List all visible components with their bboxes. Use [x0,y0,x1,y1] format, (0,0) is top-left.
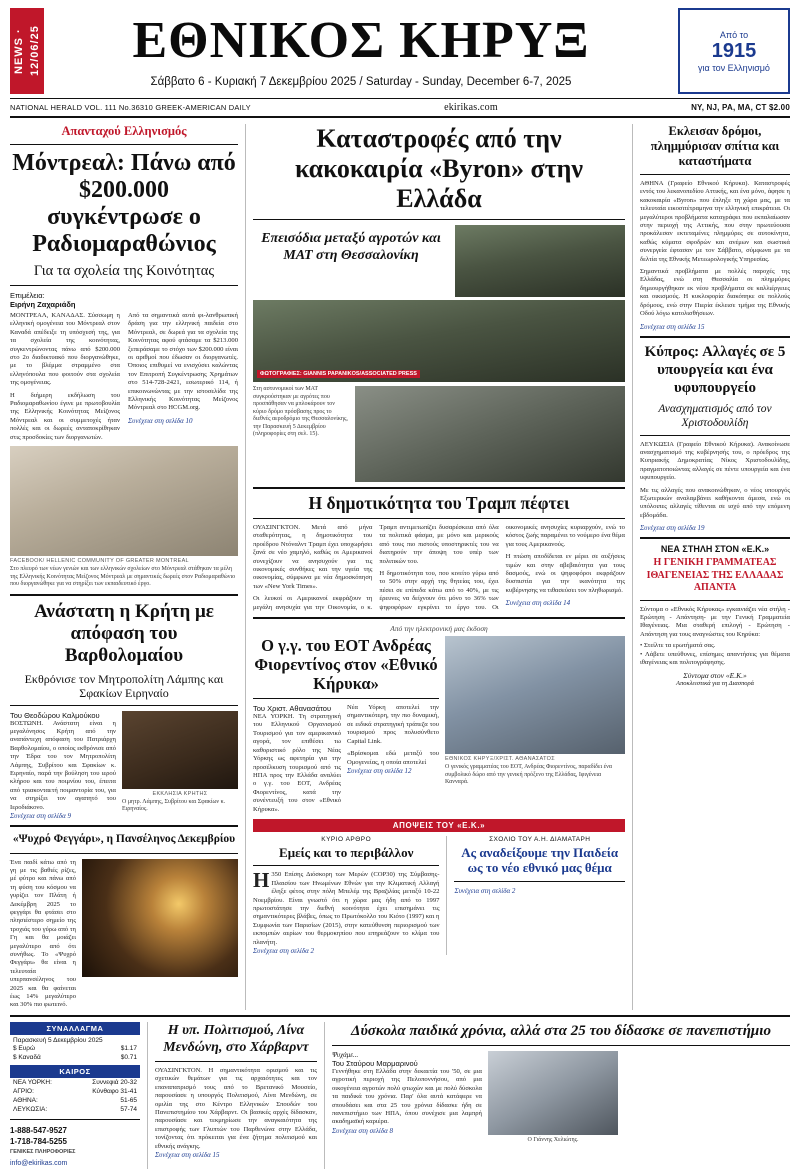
masthead-date-line: Σάββατο 6 - Κυριακή 7 Δεκεμβρίου 2025 / Saturday - Sunday, December 6-7, 2025 [150,76,572,88]
fx-label: $ Καναδά [13,1053,41,1061]
eot-p2: Νέα Υόρκη αποτελεί την σημαντικότερη, την πιο δυναμική, σε ειδικά στρατηγική τράπεζα του τουρισμού προς πολυσύνθετο Capital Link. [347,704,439,745]
photo-credit-badge: ΦΩΤΟΓΡΑΦΙΕΣ: GIANNIS PAPANIKOS/ASSOCIATED PRESS [257,370,420,378]
editorial-title[interactable]: Εμείς και το περιβάλλον [279,844,414,860]
weather-damage-headline[interactable]: Εκλεισαν δρόμοι, πλημμύρισαν σπίτια και καταστήματα [650,124,780,168]
eot-photo [445,636,625,754]
trump-body [253,524,625,612]
fx-value: $0.71 [120,1053,137,1061]
editorial-continue[interactable]: Συνέχεια στη σελίδα 2 [253,947,314,956]
left-body-p2: Η διήμερη εκδήλωση του Ραδιομαραθωνίου έγινε με πρωτοβουλία της Ελληνικής Κοινότητας Μείζονος Μόντρεαλ και οι συμμετοχές ήταν πολλές και οι δωρεές ανταποκρίθηκαν στις προσδοκίες των διοργανωτών. [10,391,120,441]
trump-p1: ΟΥΑΣΙΝΓΚΤΟΝ. Μετά από μήνα σταθερότητας, η δημοτικότητα του προέδρου Ντόναλντ Τραμπ έχει υποχωρήσει ξανά σε νέο χαμηλό, καθώς οι Αμερικανοί συνεχίζουν να ανησυχούν για τις οικονομικές συνθήκες και την υγεία της οικονομίας, σύμφωνα με νέα δημοσκόπηση των «New York Times». [253,524,373,590]
bishop-photo [122,711,238,789]
eot-byline: Του Χριστ. Αθανασάτου [253,704,332,714]
culture-continue[interactable]: Συνέχεια στη σελίδα 15 [155,1150,220,1159]
phone-2[interactable]: 1-718-784-5255 [10,1136,67,1146]
left-body [10,312,238,442]
trump-p4: Η πτώση αποδίδεται εν μέρει σε αυξήσεις τιμών και στην αβεβαιότητα για τους δασμούς, ενώ οι ψηφοφόροι εκφράζουν δυσπιστία για την ικανότητα της κυβέρνησης να τιθασεύσει τον πληθωρισμό. [505,553,625,594]
date-badge: NEWS · 12/06/25 [10,8,44,94]
editorial-body: Η350 Επίσης Διόσκορη των Μερών (COP30) της Σύμβασης-Πλαισίου των Ηνωμένων Εθνών για την Κλιματική Αλλαγή έληξε φέτος στην πόλη Μπελέμ της Βραζιλίας μεταξύ 10-22 Νοεμβρίου. Είναι γνωστό ότι η χώρα μας ήδη από το 1997 πρωτοστάτησε την διεθνή κοινότητα έχει επισημάνει τις σημαντικότερες βλάβες, όπως το Πρωτόκολλο του Κιότο (1997) και η Συμφωνία των Παρισίων (2015), στην κατεύθυνση περιορισμού των εκπομπών αερίων του θερμοκηπίου που επηρεάζουν το κλίμα του πλανήτη. [253,868,440,946]
new-column-title[interactable]: Η ΓΕΝΙΚΗ ΓΡΑΜΜΑΤΕΑΣ ΙΘΑΓΕΝΕΙΑΣ ΤΗΣ ΕΛΛΑΔΑΣ ΑΠΑΝΤΑ [646,557,784,594]
trump-continue[interactable]: Συνέχεια στη σελίδα 14 [505,599,571,608]
since-bottom: για τον Ελληνισμό [698,62,770,73]
weather-value: Κύνθαφο 31-41 [92,1087,137,1095]
cyprus-continue[interactable]: Συνέχεια στη σελίδα 19 [640,524,705,533]
weather-value: 51-65 [120,1096,137,1104]
weather-label: ΛΕΥΚΩΣΙΑ: [13,1105,48,1113]
since-badge [678,8,790,94]
commentary-continue[interactable]: Συνέχεια στη σελίδα 2 [454,886,516,895]
middle-column [245,124,625,1010]
eot-continue[interactable]: Συνέχεια στη σελίδα 12 [347,766,412,775]
bottom-story-profile [324,1022,790,1169]
right-p1: ΑΘΗΝΑ (Γραφείο Εθνικού Κήρυκα). Καταστροφές εντός του λεκανοπεδίου Αττικής, και ένα μόνο, άφησε η κακοκαιρία «Byron» που έπληξε τη χώρα μας, με τα τελευταία εικοσιτέτραμηνα την ελληνική επικράτεια. Οι μεγαλύτεροι προβλήματα καταγράφει που εκπαλαίωσαν στην περιοχή της Αττικής, που στην πρωτεύουσα προκάλεσαν εκτεταμένες πλημμύρες σε αυτοκίνητα, καθώς κύματα σφοδρών και ανέμων και σωστικά συνεργεία έφτασαν με τον Σάββατο, σύμφωνα με τα δελτία της Εθνικής Μετεωρολογικής Υπηρεσίας. [640,180,790,263]
main-headline[interactable]: Καταστροφές από την κακοκαιρία «Byron» στην Ελλάδα [294,124,583,213]
commentary-label: ΣΧΟΛΙΟ ΤΟΥ Α.Η. ΔΙΑΜΑΤΑΡΗ [489,835,591,843]
left-headline[interactable]: Μόντρεαλ: Πάνω από $200.000 συγκέντρωσε ο Ραδιομαραθώνιος [12,150,236,257]
info-label: ΓΕΝΙΚΕΣ ΠΛΗΡΟΦΟΡΙΕΣ [10,1148,76,1155]
since-year: 1915 [711,39,757,62]
badge-date: 12/06/25 [29,25,41,77]
fx-label: $ Ευρώ [13,1044,36,1052]
moon-headline[interactable]: «Ψυχρό Φεγγάρι», η Πανσέληνος Δεκεμβρίου [12,833,236,846]
weather-row [10,1078,140,1087]
new-column-body: Σύντομα ο «Εθνικός Κήρυκας» εγκαινιάζει νέα στήλη - Ερώτηση - Απάντηση- με την Γενική Γραμματεία Ιθαγένειας. Μια σταθερή επιλογή - Ερώτηση - Απάντηση για τους αναγνώστες του Κηρύκα: [640,605,790,638]
byline-label: Επιμέλεια: [10,291,45,300]
trump-p2: Οι λευκοί οι Αμερικανοί εκφράζουν τη μεγάλη ανησυχία για την Οικονομία, ο κ. Τραμπ αντιμετωπίζει δυσαρέσκεια από όλα τα πολιτικά φάσμα, με μόνο και μερικούς από τους πιο πιστούς υποστηρικτές του να διατηρούν την άποψη του υπέρ των πολιτικών του. [253,524,499,611]
crete-byline: Του Θεοδώρου Καλμούκου [10,710,100,720]
weather-label: ΝΕΑ ΥΟΡΚΗ: [13,1078,52,1086]
website-link[interactable]: ekirikas.com [444,102,498,113]
cyprus-subhead: Ανασχηματισμός από τον Χριστοδουλίδη [658,402,772,429]
email-link[interactable]: info@ekirikas.com [10,1159,68,1167]
page-title: ΕΘΝΙΚΟΣ ΚΗΡΥΞ [132,12,590,69]
weather-value: 57-74 [120,1105,137,1113]
new-column-header: ΝΕΑ ΣΤΗΛΗ ΣΤΟΝ «Ε.Κ.» [660,544,770,555]
new-column-footer2: Αποκλειστικά για τη Διασπορά [675,679,754,687]
profile-body: Γεννήθηκε στη Ελλάδα στην δεκαετία του '50, σε μια αγροτική περιοχή της Πελοποννήσου, από μια οικογένεια αγροτών πολύ φτωχών και με πολύ δύσκολα τα παιδικά του χρόνια. Παρ' όλα αυτά κατάφερε να σπουδάσει και στα 25 του χρόνια δίδασκε ήδη σε πανεπιστήμιο των ΗΠΑ, όπου συνέχισε μια λαμπρή ακαδημαϊκή καριέρα. [332,1067,482,1126]
profile-continue[interactable]: Συνέχεια στη σελίδα 8 [332,1126,393,1135]
phone-1[interactable]: 1-888-547-9527 [10,1125,67,1135]
cyprus-p2: Με τις αλλαγές που ανακοινώθηκαν, ο νέος υπουργός Εξωτερικών αναλαμβάνει καθήκοντα άμεσα, ενώ οι υπόλοιπες αλλαγές τίθενται σε ισχύ από την επόμενη εβδομάδα. [640,486,790,519]
fx-row [10,1044,140,1053]
culture-headline[interactable]: Η υπ. Πολιτισμού, Λίνα Μενδώνη, στο Χάρβαρντ [163,1022,309,1055]
eot-p3: «Βρίσκομαι εδώ μεταξύ του Ομογενείας, η οποία αποτελεί [347,750,439,766]
montreal-photo-credit: FACEBOOK/ HELLENIC COMMUNITY OF GREATER MONTREAL [10,558,189,565]
bishop-photo-credit: ΕΚΚΛΗΣΙΑ ΚΡΗΤΗΣ [152,790,208,797]
bottom-strip [10,1022,790,1169]
fx-date: Παρασκευή 5 Δεκεμβρίου 2025 [13,1036,103,1044]
weather-row [10,1087,140,1096]
bottom-story-culture [147,1022,317,1169]
opinion-header: ΑΠΟΨΕΙΣ ΤΟΥ «Ε.Κ.» [253,819,625,832]
price-label: NY, NJ, PA, MA, CT $2.00 [691,103,790,112]
profile-photo-caption: Ο Γιάννης Χελιώτης. [527,1136,579,1143]
weather-header: ΚΑΙΡΟΣ [10,1065,140,1078]
editorial-label: ΚΥΡΙΟ ΑΡΘΡΟ [321,835,372,843]
new-column-bullet-1: • Στείλτε τα ερωτήματά σας. [640,642,716,650]
riot-photo-main [253,300,625,382]
left-body-p1: ΜΟΝΤΡΕΑΛ, ΚΑΝΑΔΑΣ. Σύσσωμη η ελληνική ομογένεια του Μόντρεαλ στον Καναδά απέδειξε τη υπόσχεσή της, για τα σχολεία της κοινότητας, συγκεντρώνοντας πάνω από $200.000 στο 2ο διαδικτυακό που διοργανώθηκε, με το βλέμμα στραμμένο στα ελληνόπουλα που φοιτούν στα σχολεία της ομογένειας. [10,312,120,387]
eot-source-label: Από την ηλεκτρονική μας έκδοση [390,624,488,634]
right-continue-1[interactable]: Συνέχεια στη σελίδα 15 [640,322,705,331]
cyprus-p1: ΛΕΥΚΩΣΙΑ (Γραφείο Εθνικού Κήρυκα). Ανακοίνωσε ανασχηματισμό της κυβέρνησής του, ο πρόεδρος της Κυπριακής Δημοκρατίας Νίκος Χριστοδουλίδης, πραγματοποιώντας αλλαγές σε πέντε υπουργεία και ένα υφυπουργείο. [640,440,790,482]
weather-row [10,1096,140,1105]
riot-photo-top [455,225,625,297]
eot-p1: ΝΕΑ ΥΟΡΚΗ. Τη στρατηγική του Ελληνικού Οργανισμού Τουρισμού για τον αμερικανικό αγορά, τον επιθέσει τω καθοριστικό ρόλο της Νέας Υόρκης ως αφετηρία για την προσέλκυση τουρισμού από τις ΗΠΑ προς την Ελλάδα αναλύει ο γ.γ. του ΕΟΤ, Ανδρέας Φιορεντίνος, κατά την συνέντευξή του στον «Εθνικό Κήρυκα». [253,713,341,813]
commentary-title[interactable]: Ας αναδείξουμε την Παιδεία ως το νέο εθνικό μας θέμα [461,844,619,876]
fx-value: $1.17 [120,1044,137,1052]
eot-photo-caption: Ο γενικός γραμματέας του ΕΟΤ, Ανδρέας Φιορεντίνος, παραδίδει ένα συμβολικό δώρο από την γενική πρόξενο της Ελλάδας, Ιφιγένεια Κανναρά. [445,764,612,786]
crete-body: ΒΟΣΤΩΝΗ. Ανάστατη είναι η μεγαλόνησος Κρήτη από την αναπάντεχη απόφαση του Πατριάρχη Βαρθολομαίου, ο οποίος εκθρόνισε από την Έδρα του τον Μητροπολίτη Λάμπης, Συβρίτου και Σφακίων κ. Ειρηναίο, παρά την βούληση του ιερού κλήρου και του ποιμνίου του, έπειτα από τριακονταετή ποιμαντορία του, για να στηρίξει τον αγαπητό του Ιεροδιάκονο. [10,719,116,811]
riot-caption: Στη αστυνομικοί των ΜΑΤ συγκρούστηκαν με αγρότες που προσπάθησαν να μπλοκάρουν τον κύριο δρόμο πρόσβασης προς το διεθνές αεροδρόμιο της Θεσσαλονίκης, την Παρασκευή 5 Δεκεμβρίου (πληροφορίες στη σελ. 15). [253,386,348,437]
montreal-photo [10,446,238,556]
profile-headline[interactable]: Δύσκολα παιδικά χρόνια, αλλά στα 25 του δίδασκε σε πανεπιστήμιο [351,1022,771,1039]
fx-header: ΣΥΝΑΛΛΑΓΜΑ [10,1022,140,1035]
weather-label: ΑΘΗΝΑ: [13,1096,38,1104]
weather-row [10,1105,140,1114]
masthead-info-bar [10,99,790,118]
profile-byline: Του Σταύρου Μαρμαρινού [332,1058,418,1068]
crete-continue[interactable]: Συνέχεια στη σελίδα 9 [10,812,71,821]
masthead-center [50,8,672,94]
crete-headline[interactable]: Ανάστατη η Κρήτη με απόφαση του Βαρθολομαίου [34,600,214,666]
left-body-p3: Από τα σημαντικά αυτά φι-λανθρωπική δράση για την ελληνική παιδεία στο Μόντρεαλ, σε δωρεά για τα σχολεία της Κοινότητας αφού φτάσαμε τα $213.000 ξεπεράσαμε το στόχο των $200.000 είναι οι αριθμοί που έδωσαν οι διοργανωτές. Όποιος επιθυμεί να ενισχύσει καλώντας τον Επιτροπή Συγκέντρωσης Χρημάτων στο 514-728-2421, εσωτερικό 114, ή επικοινωνώντας με την ιστοσελίδα της Ελληνικής Κοινότητας Μείζονος Μόντρεαλ στο HCGM.org. [128,312,238,412]
main-subhead: Επεισόδια μεταξύ αγροτών και ΜΑΤ στη Θεσσαλονίκη [261,231,441,263]
badge-news: NEWS [13,36,25,74]
left-continue[interactable]: Συνέχεια στη σελίδα 10 [128,416,193,425]
byline-name: Ειρήνη Ζαχαριάδη [10,300,76,309]
left-column [10,124,238,1010]
weather-label: ΑΓΡΙΟ: [13,1087,34,1095]
montreal-photo-caption: Στο πλευρό των νέων γενιών και των ελληνικών σχολείων στο Μόντρεαλ στάθηκαν τα μέλη της Ελληνικής Κοινότητας Μείζονος Μόντρεαλ με σημαντικές δωρεές στον Ραδιομαραθώνιο που διοργανώθηκε για να στηρίξει των εκπαιδευτικό έργο. [10,566,236,588]
info-box [10,1022,140,1169]
eot-headline[interactable]: Ο γ.γ. του ΕΟΤ Ανδρέας Φιορεντίνος στον «Εθνικό Κήρυκα» [254,636,438,694]
riot-photo-secondary [355,386,625,482]
left-byline [10,291,238,309]
crete-subhead: Εκθρόνισε τον Μητροπολίτη Λάμπης και Σφακίων Ειρηναίο [24,671,224,700]
volume-info: NATIONAL HERALD VOL. 111 No.36310 GREEK-AMERICAN DAILY [10,103,251,112]
left-kicker: Απανταχού Ελληνισμός [61,124,187,138]
trump-p3: Η δημοτικότητα του, που κινείτο γύρω από το 50% στην αρχή της θητείας του, έχει πέσει σε επίπεδα κάτω από το 40%, με τις έρευνες να δείχνουν ότι μόνο το 36% των ψηφοφόρων εγκρίνει το έργο του. Οι οικονομικές ανησυχίες κυριαρχούν, ενώ το κόστος ζωής παραμένει το νούμερο ένα θέμα για τους Αμερικανούς. [379,524,625,611]
new-column-bullet-2: • Λάβετε υπεύθυνες, επίσημες απαντήσεις για θέματα ιθαγένειας και πολιτογράφησης. [640,650,790,667]
weather-value: Συννεφιά 20-32 [92,1078,137,1086]
left-subhead: Για τα σχολεία της Κοινότητας [33,263,215,279]
fx-row [10,1053,140,1062]
profile-section-label: Ψυχάμε... [332,1050,359,1059]
trump-headline[interactable]: Η δημοτικότητα του Τραμπ πέφτει [308,493,570,513]
moon-photo [82,859,238,977]
opinion-section [253,819,625,955]
moon-body: Ένα παιδί κάτω από τη γη με τις βαθιές ρίζες, μέ φύτρο και πάνω από τη φύση του κόσμου να γυρίζει τον Πλάτη ή Δεκέμβρη 2025 το φεγγάρι θα φτάσει στο πλησιέστερο σημείο της τροχιάς του γύρω από τη Γη και θα μοιάζει μεγαλύτερο από ότι συνήθως. Το «Ψυχρό Φεγγάρι» θα είναι η τελευταία υπερπανσέληνος του 2025 και θα φαίνεται έως 14% μεγαλύτερο και 30% πιο φωτεινό. [10,858,76,1009]
right-column [632,124,790,1010]
contact-block [10,1125,140,1169]
bishop-photo-caption: Ο μητρ. Λάμπης, Συβρίτου και Σφακίων κ. Ειρηναίος. [122,798,226,813]
eot-photo-credit: ΕΘΝΙΚΟΣ ΚΗΡΥΞ/ΧΡΙΣΤ. ΑΘΑΝΑΣΑΤΟΣ [445,756,555,763]
cyprus-headline[interactable]: Κύπρος: Αλλαγές σε 5 υπουργεία και ένα υφυπουργείο [644,343,786,396]
profile-photo [488,1051,618,1135]
right-p2: Σημαντικά προβλήματα με πολλές παροχές της Ελλάδας, ενώ στη Θεσσαλία οι πλημμύρες δημιουργήθηκαν εκ νέου προβλήματα σε καλλιέργειες και οικισμούς. Η κυκλοφορία διακόπηκε σε πολλούς δρόμους, ενώ στην Πιερία έκλεισε τμήμα της Εθνικής Οδού λόγω κατολισθήσεων. [640,268,790,318]
new-column-footer: Σύντομα στον «Ε.Κ.» [683,670,747,680]
masthead [10,8,790,94]
main-grid [10,124,790,1010]
culture-body: ΟΥΑΣΙΝΓΚΤΟΝ. Η σημαντικότητα ορισμού και τις σχετικών θεμάτων για τις αρχαιότητες και τον επαναπατρισμό τους από το Βρετανικό Μουσείο, παρουσίασε η υπουργός Πολιτισμού, Λίνα Μενδώνη, σε ομιλία της στο Κέντρο Ελληνικών Σπουδών του Πανεπιστημίου του Χάρβαρντ. Οι βασικές αρχές δίδασκαν, παρουσίασε και τεκμηρίωσε την αναγκαιότητα της επιστροφής των Γλυπτών του Παρθενώνα στην Ελλάδα, τονίζοντας ότι πρόκειται για ένα ζήτημα πολιτισμού και εθνικής ανάγκης. [155,1066,317,1150]
since-top: Από το [719,29,749,40]
